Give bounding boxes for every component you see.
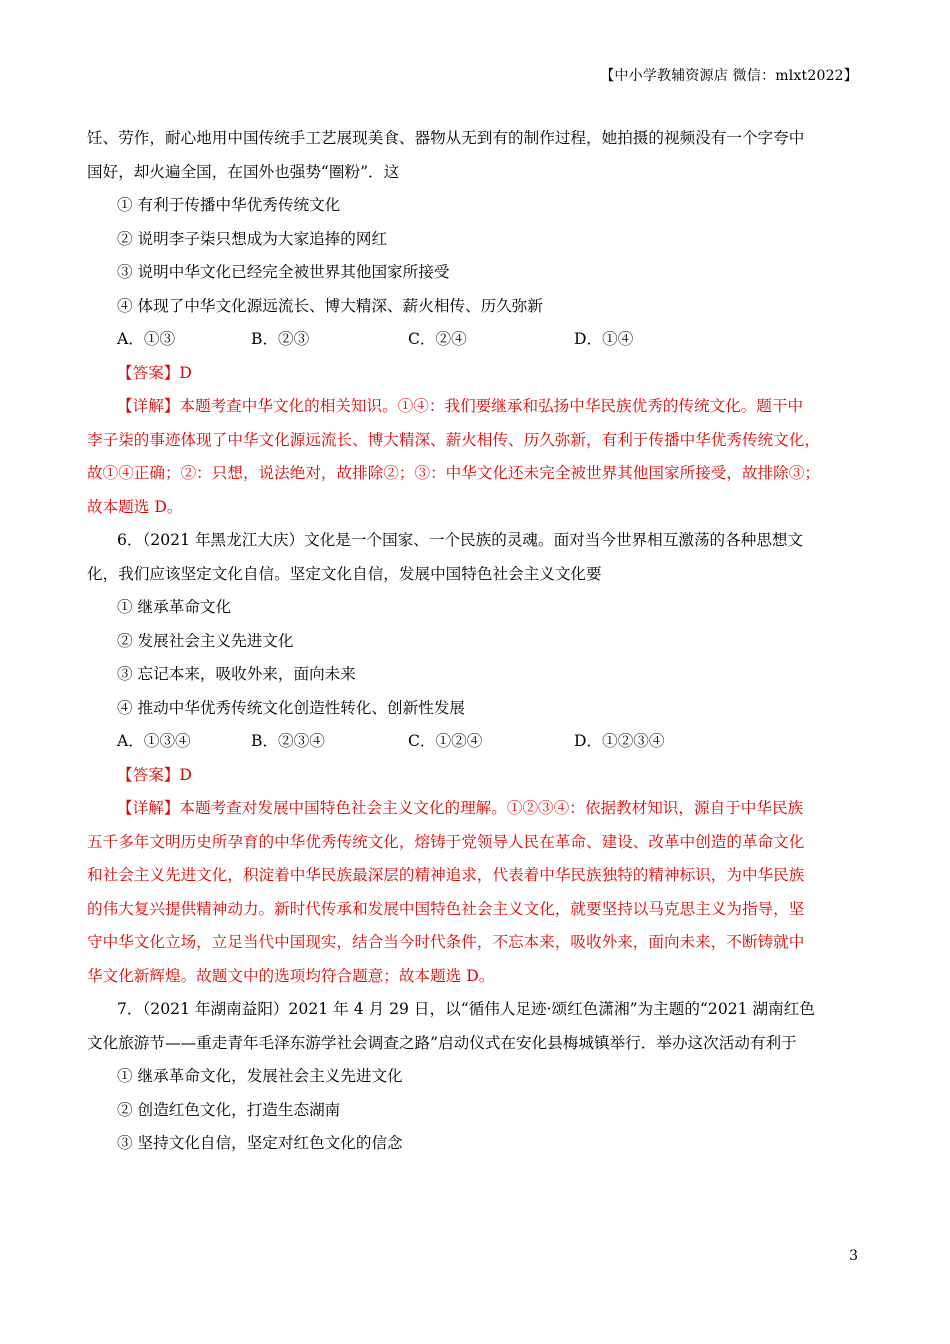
choice-b: B．②③ <box>251 330 310 348</box>
option-item: ① 有利于传播中华优秀传统文化 <box>117 196 341 214</box>
explanation-line: 【详解】本题考查中华文化的相关知识。①④：我们要继承和弘扬中华民族优秀的传统文化。题干中 <box>117 397 804 415</box>
explanation-line: 华文化新辉煌。故题文中的选项均符合题意；故本题选 D。 <box>87 966 495 985</box>
explanation-line: 李子柒的事迹体现了中华文化源远流长、博大精深、薪火相传、历久弥新，有利于传播中华优秀传统文化， <box>87 430 820 449</box>
choice-d: D．①④ <box>574 330 634 348</box>
option-item: ② 创造红色文化，打造生态湖南 <box>117 1100 341 1119</box>
explanation-line: 故①④正确；②：只想，说法绝对，故排除②；③：中华文化还未完全被世界其他国家所接受，故排除③； <box>87 464 820 482</box>
option-item: ④ 体现了中华文化源远流长、博大精深、薪火相传、历久弥新 <box>117 296 543 315</box>
option-item: ② 发展社会主义先进文化 <box>117 631 294 650</box>
choice-b: B．②③④ <box>251 732 325 750</box>
choice-c: C．①②④ <box>408 732 483 750</box>
choice-d: D．①②③④ <box>574 732 665 750</box>
page-header: 【中小学教辅资源店 微信：mlxt2022】 <box>600 68 858 84</box>
option-item: ① 继承革命文化 <box>117 598 232 616</box>
option-item: ④ 推动中华优秀传统文化创造性转化、创新性发展 <box>117 698 466 717</box>
document-body <box>87 122 863 1161</box>
choice-a: A．①③ <box>117 330 176 348</box>
choice-a: A．①③④ <box>117 732 191 750</box>
option-item: ③ 坚持文化自信，坚定对红色文化的信念 <box>117 1134 403 1152</box>
explanation-line: 故本题选 D。 <box>87 497 183 516</box>
option-item: ③ 说明中华文化已经完全被世界其他国家所接受 <box>117 263 450 281</box>
answer-line: 【答案】D <box>117 765 192 784</box>
choice-c: C．②④ <box>408 330 467 348</box>
answer-line: 【答案】D <box>117 363 192 382</box>
explanation-line: 和社会主义先进文化，积淀着中华民族最深层的精神追求，代表着中华民族独特的精神标识，为中华民族 <box>87 866 805 884</box>
question-stem-line: 国好，却火遍全国，在国外也强势“圈粉”．这 <box>87 162 400 181</box>
explanation-line: 【详解】本题考查对发展中国特色社会主义文化的理解。①②③④：依据教材知识，源自于中华民族 <box>117 799 804 817</box>
explanation-line: 守中华文化立场，立足当代中国现实，结合当今时代条件，不忘本来，吸收外来，面向未来，不断铸就中 <box>87 933 805 951</box>
explanation-line: 五千多年文明历史所孕育的中华优秀传统文化，熔铸于党领导人民在革命、建设、改革中创造的革命文化 <box>87 832 805 851</box>
question-stem-line: 6．（2021 年黑龙江大庆）文化是一个国家、一个民族的灵魂。面对当今世界相互激荡的各种思想文 <box>117 531 804 549</box>
option-item: ③ 忘记本来，吸收外来，面向未来 <box>117 665 356 683</box>
question-stem-line: 文化旅游节——重走青年毛泽东游学社会调查之路”启动仪式在安化县梅城镇举行．举办这次活动有利于 <box>87 1033 797 1052</box>
option-item: ① 继承革命文化，发展社会主义先进文化 <box>117 1067 403 1085</box>
question-stem-line: 化，我们应该坚定文化自信。坚定文化自信，发展中国特色社会主义文化要 <box>87 564 602 583</box>
answer-choices <box>87 323 863 357</box>
answer-choices <box>87 725 863 759</box>
question-stem-line: 饪、劳作，耐心地用中国传统手工艺展现美食、器物从无到有的制作过程，她拍摄的视频没有一个字夸中 <box>87 129 805 147</box>
page-number: 3 <box>849 1248 858 1264</box>
question-stem-line: 7．（2021 年湖南益阳）2021 年 4 月 29 日，以“循伟人足迹·颂红色潇湘”为主题的“2021 湖南红色 <box>117 1000 815 1018</box>
explanation-line: 的伟大复兴提供精神动力。新时代传承和发展中国特色社会主义文化，就要坚持以马克思主义为指导，坚 <box>87 899 805 918</box>
option-item: ② 说明李子柒只想成为大家追捧的网红 <box>117 229 388 248</box>
